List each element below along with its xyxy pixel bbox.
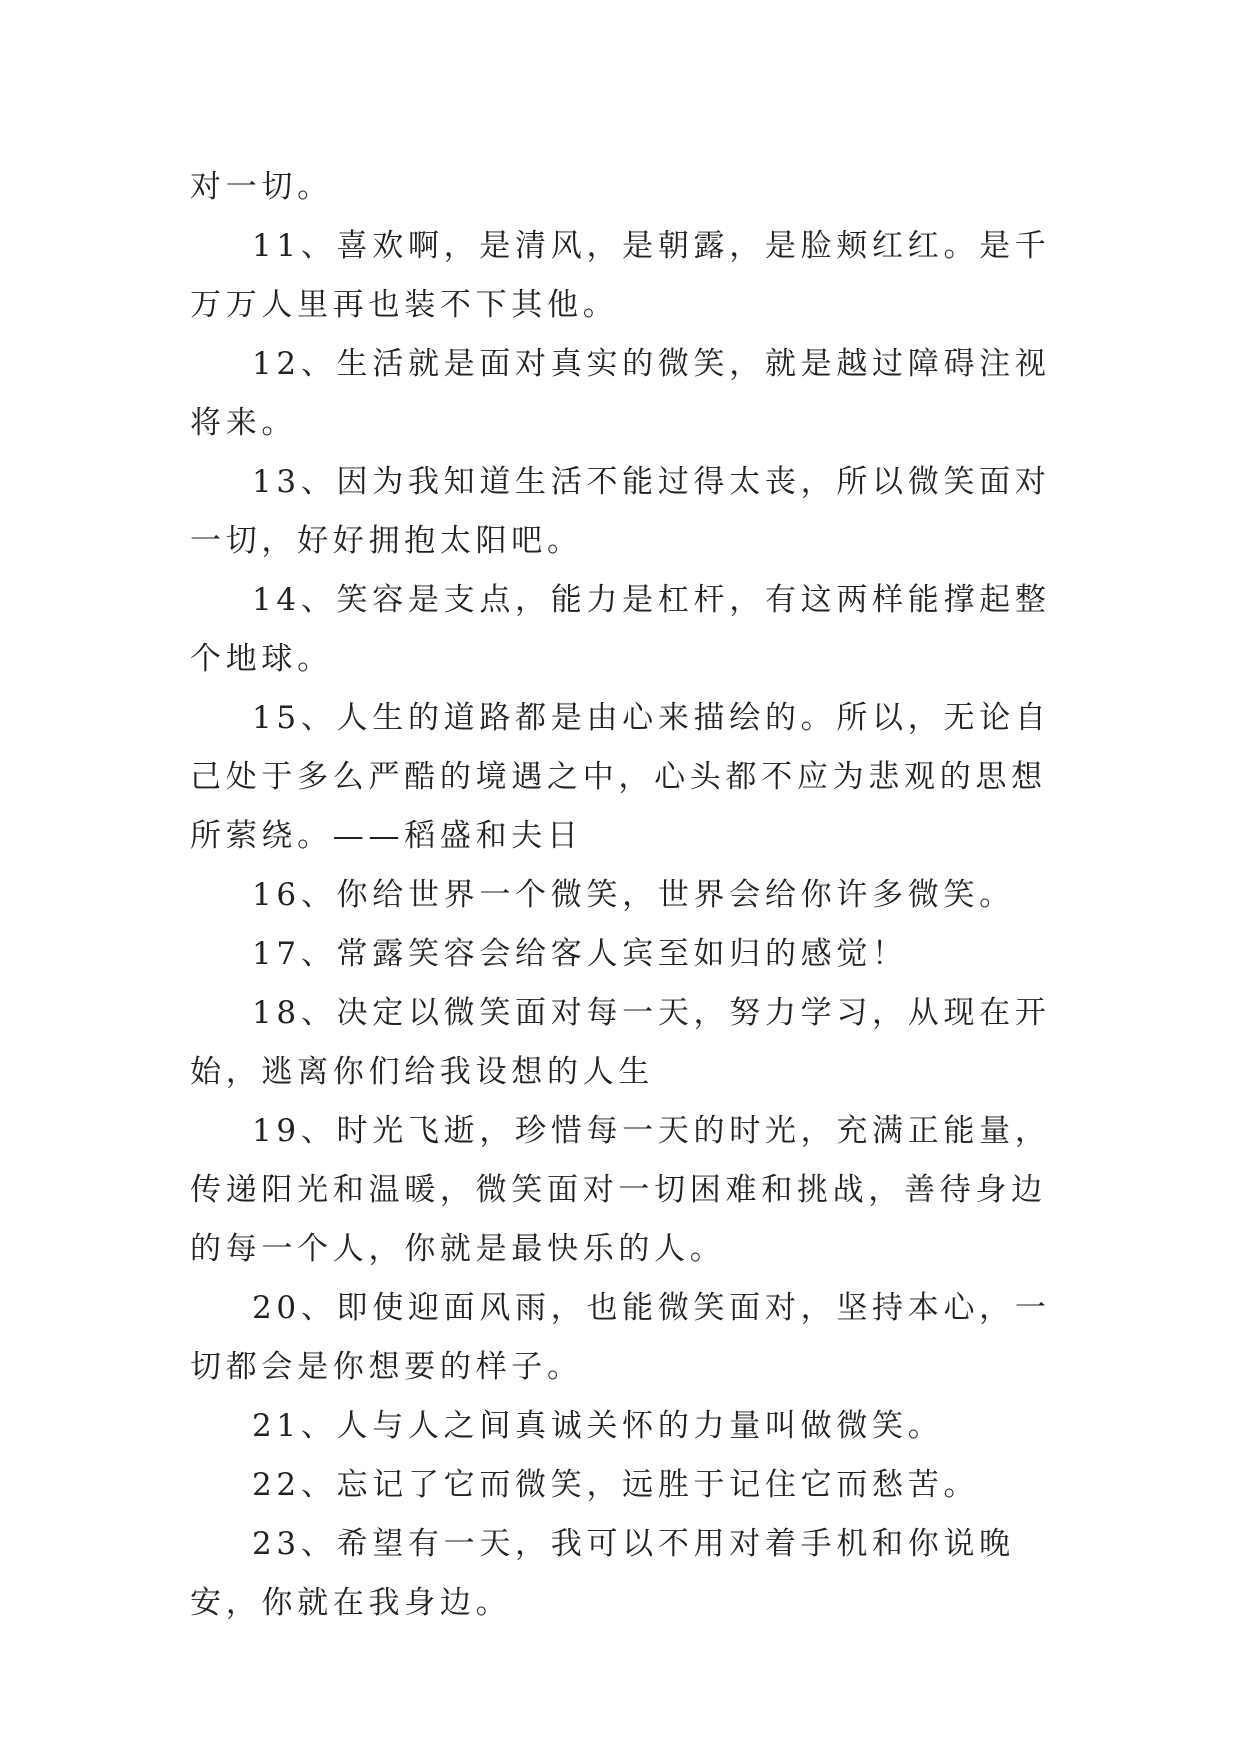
document-body: [190, 158, 1060, 1633]
paragraph-15: 15、人生的道路都是由心来描绘的。所以，无论自己处于多么严酷的境遇之中，心头都不应为悲观的思想所萦绕。——稻盛和夫日: [190, 700, 1051, 854]
paragraph-11: 11、喜欢啊，是清风，是朝露，是脸颊红红。是千万万人里再也装不下其他。: [190, 228, 1051, 323]
paragraph-12: 12、生活就是面对真实的微笑，就是越过障碍注视将来。: [190, 346, 1051, 441]
paragraph-13: 13、因为我知道生活不能过得太丧，所以微笑面对一切，好好拥抱太阳吧。: [190, 464, 1051, 559]
paragraph-17: 17、常露笑容会给客人宾至如归的感觉！: [252, 936, 908, 972]
paragraph-14: 14、笑容是支点，能力是杠杆，有这两样能撑起整个地球。: [190, 582, 1051, 677]
paragraph-22: 22、忘记了它而微笑，远胜于记住它而愁苦。: [252, 1467, 980, 1503]
paragraph-21: 21、人与人之间真诚关怀的力量叫做微笑。: [252, 1408, 944, 1444]
paragraph-20: 20、即使迎面风雨，也能微笑面对，坚持本心，一切都会是你想要的样子。: [190, 1290, 1051, 1385]
paragraph-16: 16、你给世界一个微笑，世界会给你许多微笑。: [252, 877, 1015, 913]
paragraph-23: 23、希望有一天，我可以不用对着手机和你说晚安，你就在我身边。: [190, 1526, 1015, 1621]
paragraph-19: 19、时光飞逝，珍惜每一天的时光，充满正能量，传递阳光和温暖，微笑面对一切困难和挑战，善待身边的每一个人，你就是最快乐的人。: [190, 1113, 1051, 1267]
paragraph-18: 18、决定以微笑面对每一天，努力学习，从现在开始，逃离你们给我设想的人生: [190, 995, 1051, 1090]
paragraph-continuation: 对一切。: [190, 169, 333, 205]
